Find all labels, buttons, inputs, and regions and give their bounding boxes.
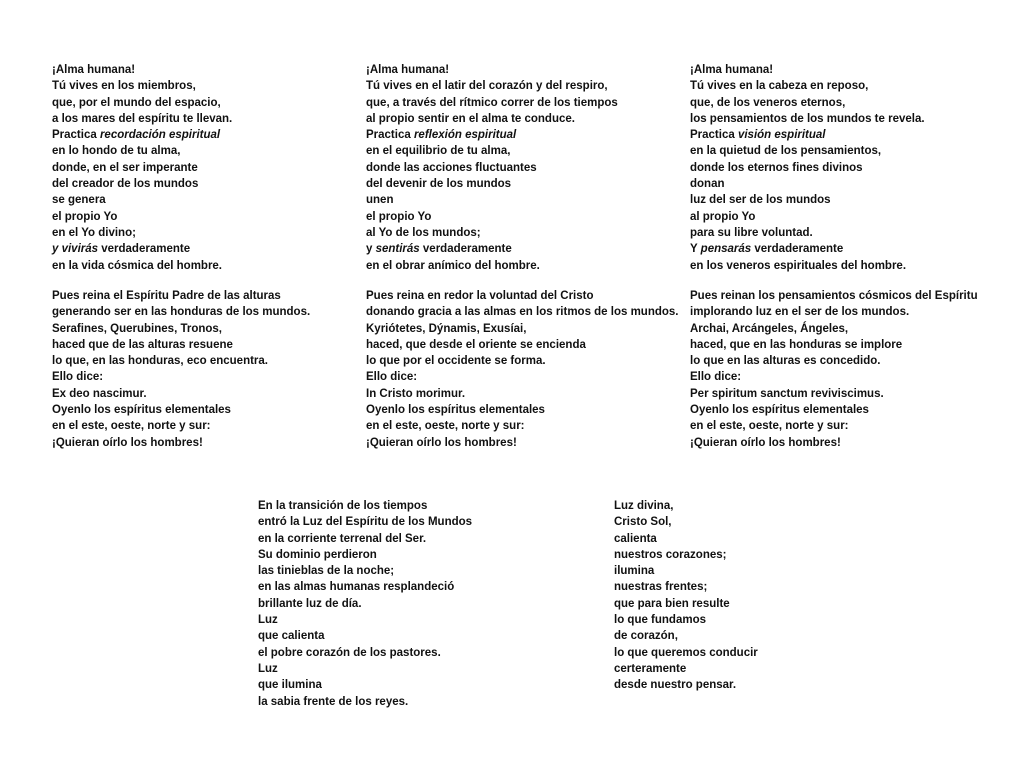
verse-line	[52, 160, 232, 176]
verse-text: Ello dice:	[690, 371, 742, 384]
verse-text: Oyenlo los espíritus elementales	[366, 404, 545, 417]
verse-text: Practica	[690, 129, 738, 142]
verse-line	[366, 435, 679, 451]
verse-line	[258, 514, 472, 530]
verse-line	[366, 321, 679, 337]
verse-text: que, por el mundo del espacio,	[52, 96, 221, 109]
verse-text: que calienta	[258, 630, 325, 643]
verse-line	[366, 176, 618, 192]
verse-text: en las almas humanas resplandeció	[258, 581, 455, 594]
verse-text: Y	[690, 243, 701, 256]
verse-text: donan	[690, 178, 725, 191]
verse-text: Pues reinan los pensamientos cósmicos del Espíritu	[690, 290, 978, 302]
verse-text: ¡Alma humana!	[690, 64, 774, 76]
verse-text: en el este, oeste, norte y sur:	[52, 420, 211, 433]
verse-line	[614, 645, 758, 661]
verse-text: a los mares del espíritu te llevan.	[52, 112, 233, 125]
verse-line	[258, 677, 472, 693]
verse-line	[52, 402, 310, 418]
verse-line	[52, 95, 232, 111]
verse-line	[614, 661, 758, 677]
verse-line	[366, 127, 618, 143]
verse-line	[366, 418, 679, 434]
verse-text: Kyriótetes, Dýnamis, Exusíai,	[366, 322, 527, 335]
verse-line	[366, 143, 618, 159]
verse-text: Tú vives en la cabeza en reposo,	[690, 80, 869, 93]
verse-line	[690, 143, 925, 159]
stanza-bottom-right	[614, 498, 758, 694]
verse-text: al propio sentir en el alma te conduce.	[366, 112, 575, 125]
verse-line	[52, 337, 310, 353]
verse-text: en el este, oeste, norte y sur:	[690, 420, 849, 433]
verse-text: el propio Yo	[366, 210, 432, 223]
verse-text: luz del ser de los mundos	[690, 194, 831, 207]
verse-line	[258, 498, 472, 514]
verse-line	[614, 612, 758, 628]
verse-line	[52, 209, 232, 225]
verse-text: los pensamientos de los mundos te revela.	[690, 112, 925, 125]
verse-text: en el obrar anímico del hombre.	[366, 259, 540, 272]
verse-text: que, de los veneros eternos,	[690, 96, 846, 109]
verse-line	[690, 78, 925, 94]
verse-text: Archai, Arcángeles, Ángeles,	[690, 322, 849, 335]
verse-text: donde, en el ser imperante	[52, 161, 198, 174]
verse-text: ¡Quieran oírlo los hombres!	[690, 436, 841, 449]
verse-text: Practica	[52, 129, 100, 142]
verse-line	[366, 337, 679, 353]
stanza-column-1-first	[52, 62, 232, 274]
verse-text: Pues reina el Espíritu Padre de las alturas	[52, 290, 281, 302]
verse-text: In Cristo morimur.	[366, 387, 466, 400]
verse-line	[690, 209, 925, 225]
verse-line	[366, 160, 618, 176]
verse-text: en los veneros espirituales del hombre.	[690, 259, 907, 272]
verse-text: del creador de los mundos	[52, 178, 199, 191]
verse-line	[366, 209, 618, 225]
verse-text: verdaderamente	[751, 243, 844, 256]
verse-text: Per spiritum sanctum reviviscimus.	[690, 387, 884, 400]
stanza-column-2-first	[366, 62, 618, 274]
verse-line	[690, 176, 925, 192]
verse-line	[258, 661, 472, 677]
verse-line	[690, 353, 978, 369]
verse-line	[366, 78, 618, 94]
verse-text: Luz divina,	[614, 500, 674, 512]
verse-line	[614, 596, 758, 612]
verse-text: implorando luz en el ser de los mundos.	[690, 306, 910, 319]
verse-text: y	[366, 243, 376, 256]
verse-line	[52, 369, 310, 385]
verse-line	[690, 304, 978, 320]
verse-line	[690, 127, 925, 143]
verse-text: ilumina	[614, 565, 655, 578]
verse-text: Oyenlo los espíritus elementales	[690, 404, 869, 417]
verse-text: Oyenlo los espíritus elementales	[52, 404, 231, 417]
verse-line	[690, 192, 925, 208]
verse-text: que ilumina	[258, 679, 322, 692]
verse-emphasis: pensarás	[700, 243, 752, 256]
verse-text: lo que por el occidente se forma.	[366, 355, 546, 368]
verse-line	[366, 225, 618, 241]
verse-text: lo que fundamos	[614, 614, 706, 627]
verse-text: Ello dice:	[52, 371, 104, 384]
verse-line	[690, 402, 978, 418]
verse-line	[614, 498, 758, 514]
stanza-column-3-first	[690, 62, 925, 274]
verse-line	[52, 111, 232, 127]
verse-text: donde los eternos fines divinos	[690, 161, 863, 174]
verse-line	[258, 563, 472, 579]
verse-line	[52, 62, 232, 78]
verse-line	[690, 369, 978, 385]
verse-text: Luz	[258, 614, 278, 627]
verse-text: al Yo de los mundos;	[366, 226, 481, 239]
verse-text: que para bien resulte	[614, 597, 730, 610]
verse-line	[366, 402, 679, 418]
verse-line	[366, 258, 618, 274]
verse-text: al propio Yo	[690, 210, 756, 223]
verse-text: lo que queremos conducir	[614, 646, 758, 659]
verse-line	[52, 78, 232, 94]
verse-text: del devenir de los mundos	[366, 178, 512, 191]
verse-text: en la quietud de los pensamientos,	[690, 145, 882, 158]
verse-line	[52, 288, 310, 304]
verse-emphasis: reflexión espiritual	[413, 129, 517, 142]
verse-line	[366, 111, 618, 127]
verse-text: lo que en las alturas es concedido.	[690, 355, 881, 368]
verse-emphasis: recordación espiritual	[99, 129, 221, 142]
verse-text: verdaderamente	[419, 243, 512, 256]
verse-text: En la transición de los tiempos	[258, 500, 428, 512]
verse-text: Tú vives en el latir del corazón y del respiro,	[366, 80, 608, 93]
verse-line	[366, 353, 679, 369]
verse-text: el propio Yo	[52, 210, 118, 223]
verse-line	[614, 677, 758, 693]
verse-text: verdaderamente	[98, 243, 191, 256]
verse-text: Serafines, Querubines, Tronos,	[52, 322, 222, 335]
stanza-column-1-second	[52, 288, 310, 451]
verse-line	[52, 321, 310, 337]
verse-line	[52, 192, 232, 208]
verse-line	[258, 694, 472, 710]
verse-text: generando ser en las honduras de los mundos.	[52, 306, 311, 319]
verse-text: ¡Quieran oírlo los hombres!	[52, 436, 203, 449]
verse-line	[52, 435, 310, 451]
stanza-column-3-second	[690, 288, 978, 451]
verse-line	[366, 369, 679, 385]
verse-text: entró la Luz del Espíritu de los Mundos	[258, 516, 473, 529]
verse-text: calienta	[614, 532, 657, 545]
verse-line	[690, 258, 925, 274]
verse-text: haced, que desde el oriente se encienda	[366, 338, 586, 351]
verse-line	[690, 418, 978, 434]
verse-line	[258, 628, 472, 644]
verse-text: donando gracia a las almas en los ritmos de los mundos.	[366, 306, 679, 319]
verse-text: Practica	[366, 129, 414, 142]
verse-line	[52, 176, 232, 192]
verse-text: en el equilibrio de tu alma,	[366, 145, 511, 158]
verse-emphasis: sentirás	[375, 243, 420, 256]
verse-text: las tinieblas de la noche;	[258, 565, 395, 578]
verse-line	[690, 62, 925, 78]
stanza-column-2-second	[366, 288, 679, 451]
verse-line	[366, 288, 679, 304]
verse-line	[366, 62, 618, 78]
verse-text: ¡Alma humana!	[366, 64, 450, 76]
verse-text: en el este, oeste, norte y sur:	[366, 420, 525, 433]
verse-line	[690, 225, 925, 241]
verse-line	[52, 258, 232, 274]
verse-line	[52, 127, 232, 143]
verse-line	[614, 579, 758, 595]
stanza-bottom-left	[258, 498, 472, 710]
verse-text: Su dominio perdieron	[258, 548, 377, 561]
verse-text: en la vida cósmica del hombre.	[52, 259, 223, 272]
verse-line	[52, 143, 232, 159]
verse-line	[614, 628, 758, 644]
verse-line	[366, 304, 679, 320]
verse-line	[258, 547, 472, 563]
verse-line	[614, 514, 758, 530]
verse-text: se genera	[52, 194, 106, 207]
verse-text: desde nuestro pensar.	[614, 679, 737, 692]
verse-emphasis: visión espiritual	[737, 129, 826, 142]
verse-line	[52, 353, 310, 369]
verse-text: Cristo Sol,	[614, 516, 672, 529]
verse-line	[690, 288, 978, 304]
verse-text: el pobre corazón de los pastores.	[258, 646, 441, 659]
verse-text: Tú vives en los miembros,	[52, 80, 196, 93]
verse-line	[690, 321, 978, 337]
verse-text: brillante luz de día.	[258, 597, 362, 610]
verse-line	[258, 596, 472, 612]
verse-text: donde las acciones fluctuantes	[366, 161, 537, 174]
verse-text: nuestros corazones;	[614, 548, 727, 561]
verse-text: ¡Quieran oírlo los hombres!	[366, 436, 517, 449]
verse-line	[690, 386, 978, 402]
verse-line	[690, 111, 925, 127]
verse-line	[52, 241, 232, 257]
verse-text: nuestras frentes;	[614, 581, 708, 594]
verse-line	[690, 95, 925, 111]
verse-line	[614, 563, 758, 579]
verse-line	[258, 612, 472, 628]
verse-text: en la corriente terrenal del Ser.	[258, 532, 427, 545]
verse-text: haced que de las alturas resuene	[52, 338, 233, 351]
verse-text: Luz	[258, 662, 278, 675]
verse-text: Ex deo nascimur.	[52, 387, 147, 400]
verse-text: en el Yo divino;	[52, 226, 136, 239]
verse-text: haced, que en las honduras se implore	[690, 338, 903, 351]
verse-line	[258, 579, 472, 595]
verse-line	[52, 225, 232, 241]
verse-line	[614, 547, 758, 563]
verse-text: que, a través del rítmico correr de los tiempos	[366, 96, 618, 109]
verse-line	[690, 241, 925, 257]
verse-line	[52, 386, 310, 402]
verse-text: ¡Alma humana!	[52, 64, 136, 76]
verse-text: Ello dice:	[366, 371, 418, 384]
verse-text: unen	[366, 194, 394, 207]
verse-line	[690, 337, 978, 353]
verse-line	[258, 531, 472, 547]
verse-text: de corazón,	[614, 630, 678, 643]
verse-text: en lo hondo de tu alma,	[52, 145, 181, 158]
verse-line	[52, 418, 310, 434]
verse-line	[690, 435, 978, 451]
verse-line	[366, 95, 618, 111]
verse-emphasis: y vivirás	[52, 243, 99, 256]
verse-line	[366, 192, 618, 208]
verse-text: lo que, en las honduras, eco encuentra.	[52, 355, 268, 368]
verse-text: la sabia frente de los reyes.	[258, 695, 409, 708]
verse-line	[614, 531, 758, 547]
verse-line	[366, 241, 618, 257]
verse-line	[258, 645, 472, 661]
verse-text: para su libre voluntad.	[690, 226, 813, 239]
verse-text: certeramente	[614, 662, 687, 675]
verse-text: Pues reina en redor la voluntad del Cristo	[366, 290, 594, 302]
verse-line	[52, 304, 310, 320]
verse-line	[366, 386, 679, 402]
verse-line	[690, 160, 925, 176]
